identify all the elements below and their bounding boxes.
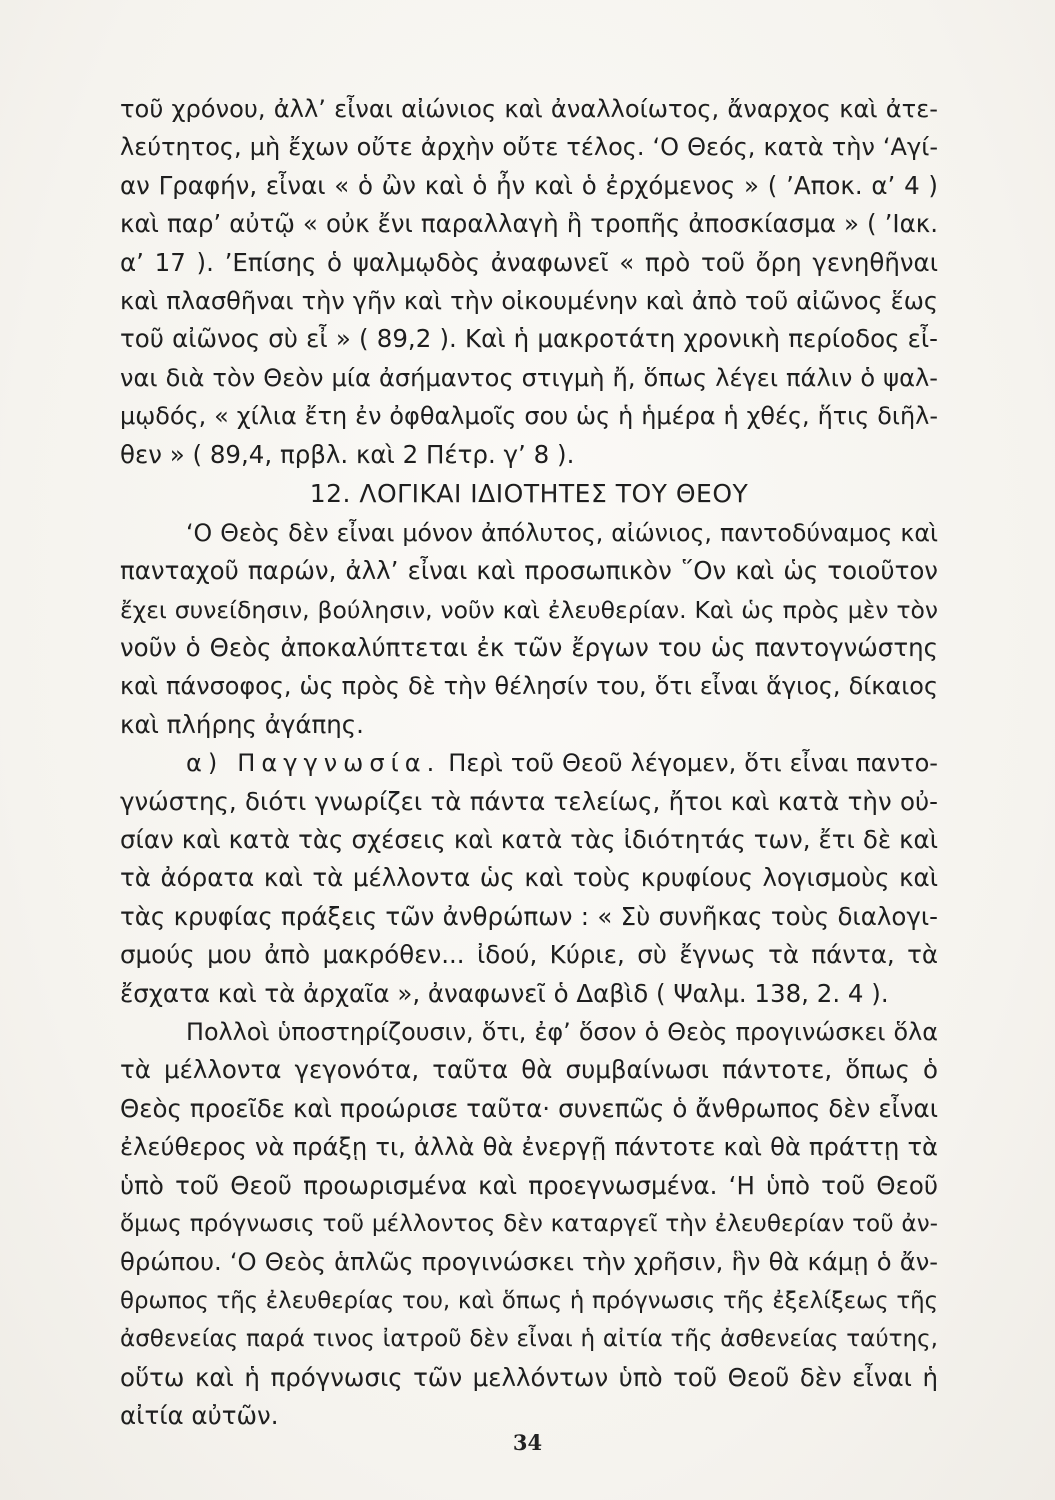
text-line: νοῦν ὁ Θεὸς ἀποκαλύπτεται ἐκ τῶν ἔργων του ὡς παντογνώστης bbox=[120, 633, 938, 663]
text-line: τὰ μέλλοντα γεγονότα, ταῦτα θὰ συμβαίνωσι πάντοτε, ὅπως ὁ bbox=[120, 1055, 938, 1085]
text-line: θρωπος τῆς ἐλευθερίας του, καὶ ὅπως ἡ πρόγνωσις τῆς ἐξελίξεως τῆς bbox=[120, 1287, 938, 1314]
section-heading: 12. ΛΟΓΙΚΑΙ ΙΔΙΟΤΗΤΕΣ ΤΟΥ ΘΕΟΥ bbox=[309, 478, 749, 508]
text-line: ἔσχατα καὶ τὰ ἀρχαῖα », ἀναφωνεῖ ὁ Δαβὶδ ( Ψαλμ. 138, 2. 4 ). bbox=[120, 978, 889, 1008]
text-line: αἰτία αὐτῶν. bbox=[120, 1400, 279, 1430]
page-number: 34 bbox=[512, 1430, 543, 1455]
text-line: ‘Ο Θεὸς δὲν εἶναι μόνον ἀπόλυτος, αἰώνιος, παντοδύναμος καὶ bbox=[186, 518, 938, 547]
paragraph-1 bbox=[120, 90, 938, 474]
text-line: ναι διὰ τὸν Θεὸν μία ἀσήμαντος στιγμὴ ἤ, ὅπως λέγει πάλιν ὁ ψαλ- bbox=[120, 363, 938, 392]
paragraph-4 bbox=[120, 1013, 938, 1435]
text-line: οὕτω καὶ ἡ πρόγνωσις τῶν μελλόντων ὑπὸ τοῦ Θεοῦ δὲν εἶναι ἡ bbox=[120, 1362, 938, 1392]
subsection-first-line: Περὶ τοῦ Θεοῦ λέγομεν, ὅτι εἶναι παντο- bbox=[448, 749, 938, 778]
text-line: τὰς κρυφίας πράξεις τῶν ἀνθρώπων : « Σὺ συνῆκας τοὺς διαλογι- bbox=[120, 901, 938, 931]
text-line: τοῦ χρόνου, ἀλλ’ εἶναι αἰώνιος καὶ ἀναλλοίωτος, ἄναρχος καὶ ἀτε- bbox=[120, 95, 938, 123]
text-line: Θεὸς προεῖδε καὶ προώρισε ταῦτα· συνεπῶς ὁ ἄνθρωπος δὲν εἶναι bbox=[120, 1093, 938, 1123]
text-line: καὶ παρ’ αὐτῷ « οὐκ ἔνι παραλλαγὴ ἢ τροπῆς ἀποσκίασμα » ( ’Ιακ. bbox=[120, 209, 938, 239]
text-line: ὑπὸ τοῦ Θεοῦ προωρισμένα καὶ προεγνωσμένα. ‘Η ὑπὸ τοῦ Θεοῦ bbox=[120, 1170, 938, 1200]
paragraph-2 bbox=[120, 514, 938, 744]
paragraph-3 bbox=[120, 744, 938, 1013]
text-line: α’ 17 ). ’Επίσης ὁ ψαλμῳδὸς ἀναφωνεῖ « πρὸ τοῦ ὄρη γενηθῆναι bbox=[120, 247, 938, 277]
text-column bbox=[120, 90, 938, 1435]
text-line: καὶ πάνσοφος, ὡς πρὸς δὲ τὴν θέλησίν του, ὅτι εἶναι ἅγιος, δίκαιος bbox=[120, 672, 938, 701]
text-line: θρώπου. ‘Ο Θεὸς ἁπλῶς προγινώσκει τὴν χρῆσιν, ἣν θὰ κάμῃ ὁ ἄν- bbox=[120, 1247, 938, 1277]
subsection-label: α) Παγγνωσία. bbox=[186, 749, 441, 778]
text-line: ὅμως πρόγνωσις τοῦ μέλλοντος δὲν καταργεῖ τὴν ἐλευθερίαν τοῦ ἀν- bbox=[120, 1210, 938, 1237]
text-line: σίαν καὶ κατὰ τὰς σχέσεις καὶ κατὰ τὰς ἰδιότητάς των, ἔτι δὲ καὶ bbox=[120, 825, 938, 855]
text-line: καὶ πλασθῆναι τὴν γῆν καὶ τὴν οἰκουμένην καὶ ἀπὸ τοῦ αἰῶνος ἕως bbox=[120, 286, 938, 315]
text-line: μῳδός, « χίλια ἔτη ἐν ὀφθαλμοῖς σου ὡς ἡ ἡμέρα ἡ χθές, ἥτις διῆλ- bbox=[120, 402, 938, 431]
text-line: Πολλοὶ ὑποστηρίζουσιν, ὅτι, ἐφ’ ὅσον ὁ Θεὸς προγινώσκει ὅλα bbox=[186, 1017, 938, 1046]
text-line: λεύτητος, μὴ ἔχων οὔτε ἀρχὴν οὔτε τέλος. ‘Ο Θεός, κατὰ τὴν ‘Αγί- bbox=[120, 133, 938, 162]
text-line: ἀσθενείας παρά τινος ἰατροῦ δὲν εἶναι ἡ αἰτία τῆς ἀσθενείας ταύτης, bbox=[120, 1326, 938, 1353]
text-line: θεν » ( 89,4, πρβλ. καὶ 2 Πέτρ. γ’ 8 ). bbox=[120, 439, 575, 469]
text-line: ἐλεύθερος νὰ πράξῃ τι, ἀλλὰ θὰ ἐνεργῇ πάντοτε καὶ θὰ πράττῃ τὰ bbox=[120, 1133, 938, 1162]
text-line: τοῦ αἰῶνος σὺ εἶ » ( 89,2 ). Καὶ ἡ μακροτάτη χρονικὴ περίοδος εἶ- bbox=[120, 324, 938, 354]
text-line: γνώστης, διότι γνωρίζει τὰ πάντα τελείως, ἤτοι καὶ κατὰ τὴν οὐ- bbox=[120, 786, 938, 816]
text-line: ἔχει συνείδησιν, βούλησιν, νοῦν καὶ ἐλευθερίαν. Καὶ ὡς πρὸς μὲν τὸν bbox=[120, 595, 938, 624]
text-line: αν Γραφήν, εἶναι « ὁ ὢν καὶ ὁ ἦν καὶ ὁ ἐρχόμενος » ( ’Αποκ. α’ 4 ) bbox=[120, 170, 938, 200]
text-line: σμούς μου ἀπὸ μακρόθεν... ἰδού, Κύριε, σὺ ἔγνως τὰ πάντα, τὰ bbox=[120, 940, 938, 970]
text-line: τὰ ἀόρατα καὶ τὰ μέλλοντα ὡς καὶ τοὺς κρυφίους λογισμοὺς καὶ bbox=[120, 863, 938, 893]
text-line: πανταχοῦ παρών, ἀλλ’ εἶναι καὶ προσωπικὸν ῞Ον καὶ ὡς τοιοῦτον bbox=[120, 556, 938, 586]
text-line bbox=[120, 744, 938, 782]
text-line: καὶ πλήρης ἀγάπης. bbox=[120, 709, 364, 739]
